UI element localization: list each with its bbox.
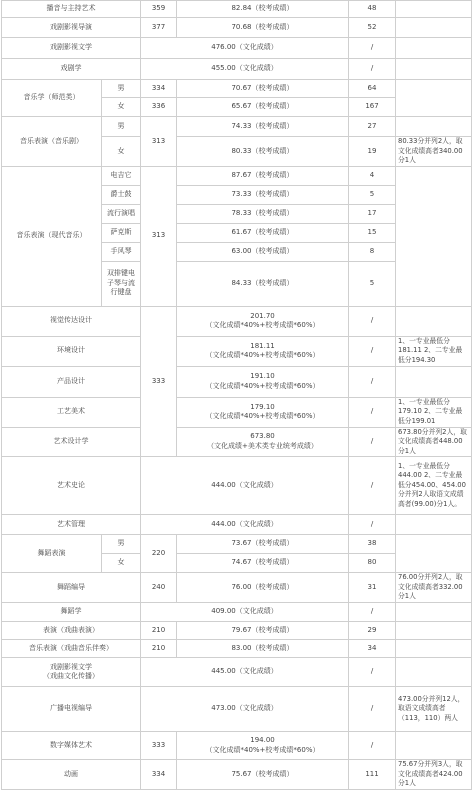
admission-score-table [1,0,472,790]
score-cell: 444.00（文化成绩） [141,457,349,515]
sub-cell: 爵士鼓 [102,185,141,204]
score-cell: 445.00（文化成绩） [141,658,349,687]
score-cell: 83.00（校考成绩） [177,640,349,658]
score-formula: （文化成绩*40%+校考成绩*60%） [205,351,320,359]
major-cell: 产品设计 [2,366,141,397]
sub-cell: 女 [102,137,141,167]
count-cell: 4 [349,166,396,185]
table-row [2,427,472,457]
min-score-cell: 210 [141,640,177,658]
note-cell [396,117,472,137]
score-formula: （文化成绩*40%+校考成绩*60%） [205,381,320,390]
count-cell: 17 [349,204,396,223]
score-cell [177,427,349,457]
note-cell: 76.00分并列2人，取文化成绩高者332.00分1人 [396,573,472,603]
score-cell: 61.67（校考成绩） [177,223,349,242]
count-cell: / [349,59,396,80]
score-cell: 75.67（校考成绩） [177,760,349,790]
score-cell: 476.00（文化成绩） [141,38,349,59]
score-cell: 74.33（校考成绩） [177,117,349,137]
count-cell: / [349,306,396,336]
score-formula: （文化成绩*40%+校考成绩*60%） [205,745,320,754]
note-cell [396,622,472,640]
count-cell: 167 [349,98,396,117]
major-cell: 舞蹈表演 [2,535,102,573]
sub-cell: 女 [102,554,141,573]
table-row [2,760,472,790]
major-cell: 音乐表演（现代音乐） [2,166,102,306]
note-cell [396,366,472,397]
score-cell: 76.00（校考成绩） [177,573,349,603]
count-cell: / [349,515,396,535]
score-cell [177,732,349,760]
count-cell: / [349,366,396,397]
note-cell [396,535,472,573]
major-cell: 音乐表演（音乐剧） [2,117,102,167]
note-cell [396,80,472,117]
table-row [2,658,472,687]
sub-cell: 男 [102,535,141,554]
score-formula: （文化成绩+美术类专业统考成绩） [207,441,318,450]
min-score-cell: 334 [141,760,177,790]
table-row [2,622,472,640]
score-cell: 455.00（文化成绩） [141,59,349,80]
sub-cell: 手风琴 [102,242,141,261]
note-cell [396,59,472,80]
score-formula: （文化成绩*40%+校考成绩*60%） [205,321,320,329]
note-cell: 1、一专业最低分181.11 2、二专业最低分194.30 [396,336,472,366]
score-cell [177,336,349,366]
count-cell: / [349,687,396,732]
score-formula: （文化成绩*40%+校考成绩*60%） [205,412,320,420]
count-cell: 5 [349,185,396,204]
count-cell: 111 [349,760,396,790]
note-cell: 673.80分并列2人，取文化成绩高者448.00分1人 [396,427,472,457]
major-cell: 艺术史论 [2,457,141,515]
min-score-cell: 333 [141,306,177,457]
sub-cell: 萨克斯 [102,223,141,242]
note-cell [396,603,472,622]
count-cell: 19 [349,137,396,167]
note-cell [396,166,472,306]
table-row [2,38,472,59]
note-cell [396,640,472,658]
table-row [2,603,472,622]
table-row [2,457,472,515]
sub-cell: 双排键电子琴与流行键盘 [102,261,141,306]
count-cell: 64 [349,80,396,98]
score-cell: 78.33（校考成绩） [177,204,349,223]
major-cell: 音乐学（师范类） [2,80,102,117]
major-cell [2,658,141,687]
sub-cell: 流行演唱 [102,204,141,223]
count-cell: 80 [349,554,396,573]
major-cell: 视觉传达设计 [2,306,141,336]
count-cell: / [349,397,396,427]
score-cell: 74.67（校考成绩） [177,554,349,573]
major-cell: 戏剧学 [2,59,141,80]
major-cell: 播音与主持艺术 [2,1,141,18]
score-cell: 79.67（校考成绩） [177,622,349,640]
count-cell: / [349,603,396,622]
major-cell: 数字媒体艺术 [2,732,141,760]
count-cell: / [349,336,396,366]
score-cell: 73.67（校考成绩） [177,535,349,554]
major-cell: 工艺美术 [2,397,141,427]
min-score-cell: 334 [141,80,177,98]
score-cell: 84.33（校考成绩） [177,261,349,306]
score-value: 191.10 [250,372,275,380]
score-cell [177,306,349,336]
count-cell: 15 [349,223,396,242]
table-row [2,336,472,366]
score-cell: 409.00（文化成绩） [141,603,349,622]
count-cell: / [349,457,396,515]
min-score-cell: 240 [141,573,177,603]
count-cell: 29 [349,622,396,640]
count-cell: 27 [349,117,396,137]
note-cell [396,306,472,336]
min-score-cell: 336 [141,98,177,117]
note-cell [396,38,472,59]
table-row [2,166,472,185]
score-cell: 73.33（校考成绩） [177,185,349,204]
score-cell: 473.00（文化成绩） [141,687,349,732]
table-row [2,640,472,658]
table-row [2,687,472,732]
sub-cell: 电吉它 [102,166,141,185]
table-row [2,80,472,98]
score-cell: 82.84（校考成绩） [177,1,349,18]
note-cell [396,18,472,38]
major-cell: 艺术设计学 [2,427,141,457]
note-cell [396,515,472,535]
min-score-cell: 313 [141,117,177,167]
major-cell: 环境设计 [2,336,141,366]
major-cell: 艺术管理 [2,515,141,535]
count-cell: / [349,38,396,59]
min-score-cell: 377 [141,18,177,38]
score-cell: 70.68（校考成绩） [177,18,349,38]
count-cell: 52 [349,18,396,38]
note-cell: 473.00分并列12人，取语文成绩高者（113，110）两人 [396,687,472,732]
table-row [2,535,472,554]
table-row [2,366,472,397]
sub-cell: 女 [102,98,141,117]
major-cell: 戏剧影视导演 [2,18,141,38]
note-cell [396,658,472,687]
note-cell: 75.67分并列3人，取文化成绩高者424.00分1人 [396,760,472,790]
major-subname: （戏曲文化传播） [43,672,99,680]
note-cell: 80.33分并列2人，取文化成绩高者340.00分1人 [396,137,472,167]
min-score-cell: 313 [141,166,177,306]
major-cell: 舞蹈学 [2,603,141,622]
major-name: 戏剧影视文学 [50,662,92,671]
table-row [2,306,472,336]
count-cell: 38 [349,535,396,554]
score-cell: 80.33（校考成绩） [177,137,349,167]
count-cell: 48 [349,1,396,18]
score-cell: 65.67（校考成绩） [177,98,349,117]
table-row [2,515,472,535]
count-cell: 31 [349,573,396,603]
min-score-cell: 210 [141,622,177,640]
count-cell: 34 [349,640,396,658]
min-score-cell: 359 [141,1,177,18]
table-row [2,59,472,80]
score-value: 179.10 [250,402,275,411]
count-cell: 8 [349,242,396,261]
score-cell: 70.67（校考成绩） [177,80,349,98]
count-cell: / [349,732,396,760]
count-cell: 5 [349,261,396,306]
note-cell [396,732,472,760]
note-cell: 1、一专业最低分179.10 2、二专业最低分199.01 [396,397,472,427]
table-row [2,18,472,38]
major-cell: 广播电视编导 [2,687,141,732]
major-cell: 表演（戏曲表演） [2,622,141,640]
table-row [2,397,472,427]
score-cell: 444.00（文化成绩） [141,515,349,535]
score-value: 181.11 [250,341,275,350]
table-row [2,117,472,137]
note-cell: 1、一专业最低分444.00 2、二专业最低分454.00、454.00分并列2人取语文成绩高者(99.00)分1人。 [396,457,472,515]
score-cell [177,397,349,427]
major-cell: 动画 [2,760,141,790]
major-cell: 音乐表演（戏曲音乐伴奏） [2,640,141,658]
sub-cell: 男 [102,80,141,98]
score-cell: 63.00（校考成绩） [177,242,349,261]
min-score-cell: 220 [141,535,177,573]
score-value: 201.70 [250,311,275,320]
major-cell: 舞蹈编导 [2,573,141,603]
count-cell: / [349,658,396,687]
min-score-cell: 333 [141,732,177,760]
score-cell [177,366,349,397]
score-cell: 87.67（校考成绩） [177,166,349,185]
sub-cell: 男 [102,117,141,137]
table-row [2,732,472,760]
table-row [2,573,472,603]
score-value: 673.80 [250,432,275,441]
note-cell [396,1,472,18]
major-cell: 戏剧影视文学 [2,38,141,59]
table-row [2,1,472,18]
score-value: 194.00 [250,736,275,744]
count-cell: / [349,427,396,457]
